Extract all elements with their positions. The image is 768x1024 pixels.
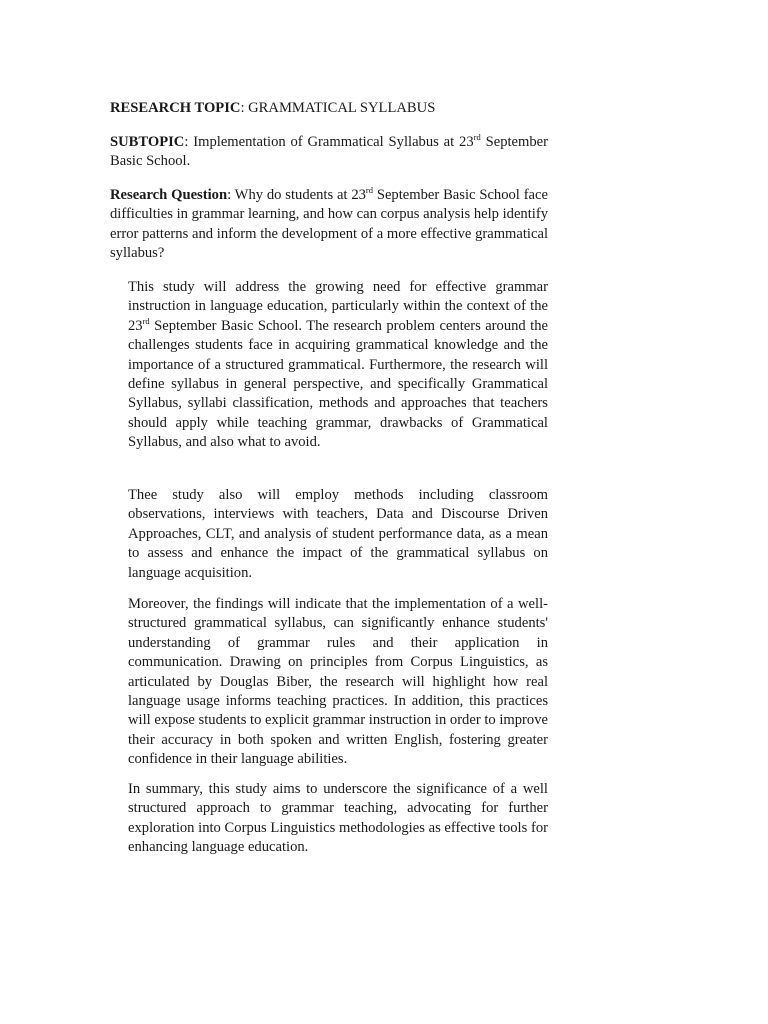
research-question (110, 186, 548, 264)
subtopic-text-end: September Basic School. (110, 134, 549, 170)
research-topic-value: : GRAMMATICAL SYLLABUS (240, 100, 436, 116)
subtopic-superscript: rd (473, 132, 481, 142)
research-topic (110, 99, 548, 118)
paragraph-introduction (128, 278, 548, 453)
paragraph-findings: Moreover, the findings will indicate that the implementation of a well-structured grammatical syllabus, can significantly enhance students' understanding of grammar rules and their application in communication. Drawing on principles from Corpus Linguistics, as articulated by Douglas Biber, the research will highlight how real language usage informs teaching practices. In addition, this practices will expose students to explicit grammar instruction in order to improve their accuracy in both spoken and written English, fostering greater confidence in their language abilities. (128, 596, 548, 768)
research-question-text-end: September Basic School face difficulties in grammar learning, and how can corpus analysis help identify error patterns and inform the development of a more effective grammatical syllabus? (110, 187, 548, 262)
paragraph-introduction-text-end: September Basic School. The research problem centers around the challenges students face in acquiring grammatical knowledge and the importance of a structured grammatical. Furthermore, the research will define syllabus in general perspective, and specifically Grammatical Syllabus, syllabi classification, methods and approaches that teachers should apply while teaching grammar, drawbacks of Grammatical Syllabus, and also what to avoid. (128, 317, 548, 451)
research-question-text: : Why do students at 23 (227, 187, 366, 203)
paragraph-methods: Thee study also will employ methods including classroom observations, interviews with teachers, Data and Discourse Driven Approaches, CLT, and analysis of student performance data, as a mean to assess and enhance the impact of the grammatical syllabus on language acquisition. (128, 487, 548, 581)
subtopic (110, 133, 548, 172)
research-question-label: Research Question (110, 187, 228, 203)
subtopic-text: : Implementation of Grammatical Syllabus at 23 (184, 134, 474, 150)
paragraph-introduction-superscript: rd (142, 315, 150, 326)
research-topic-label: RESEARCH TOPIC (110, 100, 241, 116)
research-question-superscript: rd (365, 185, 374, 195)
paragraph-introduction-text: This study will address the growing need for effective grammar instruction in language education, particularly within the context of the 23 (128, 279, 548, 334)
paragraph-summary: In summary, this study aims to underscore the significance of a well structured approach to grammar teaching, advocating for further exploration into Corpus Linguistics methodologies as effective tools for enhancing language education. (128, 781, 548, 856)
subtopic-label: SUBTOPIC (110, 134, 185, 150)
